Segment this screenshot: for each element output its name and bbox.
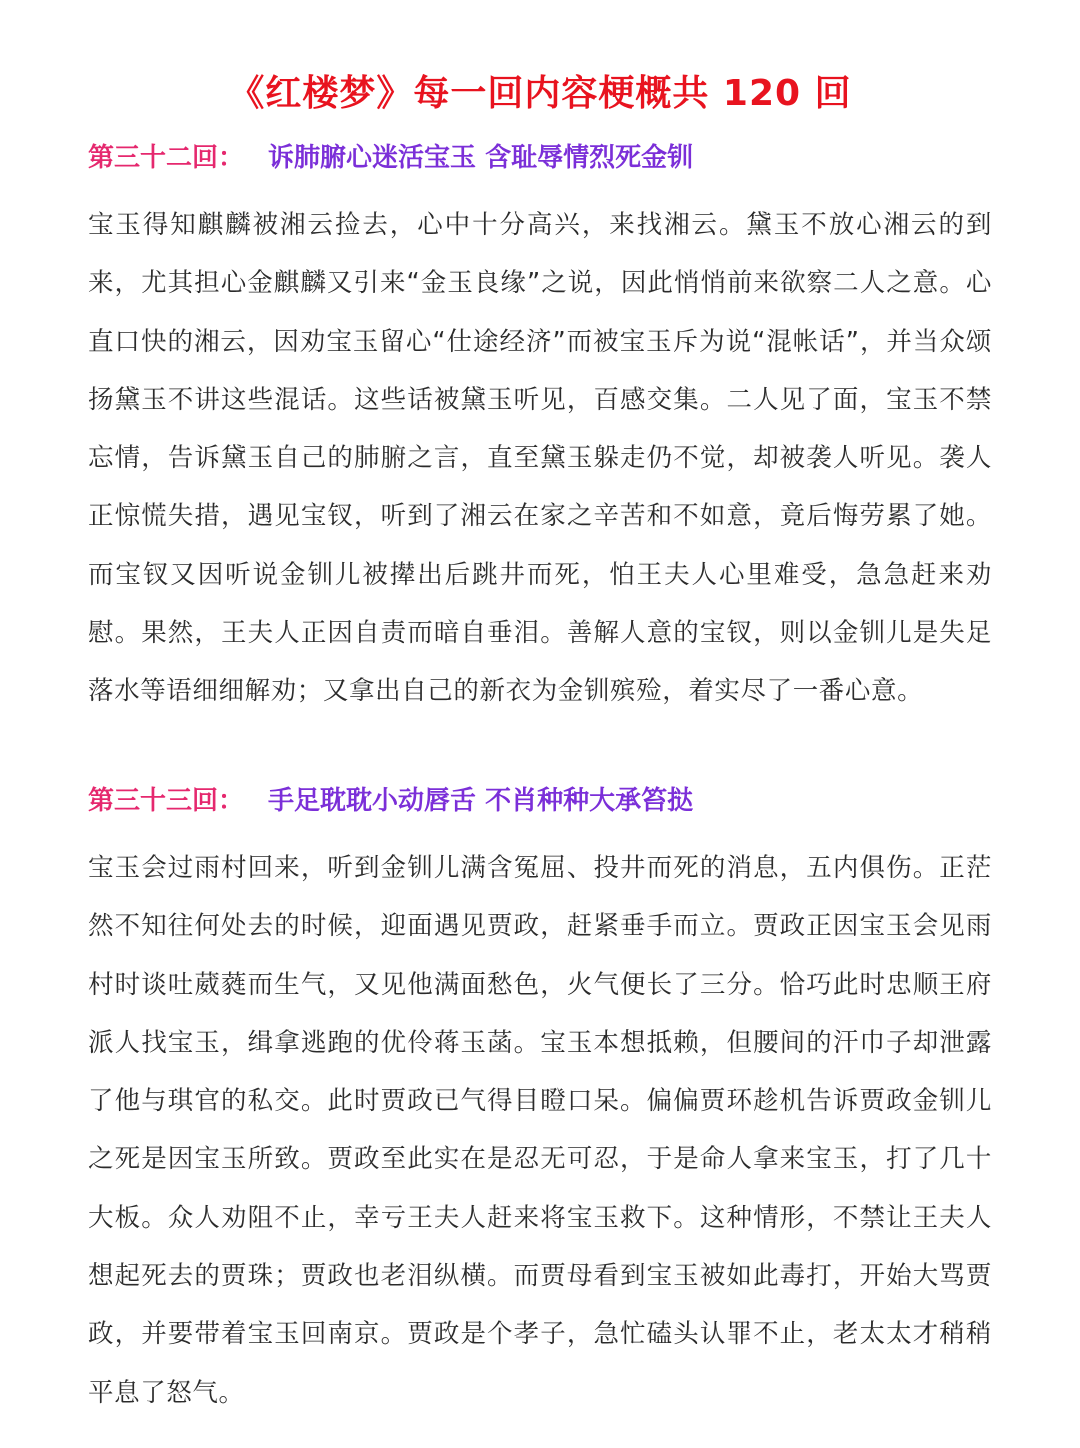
chapter-summary: 宝玉会过雨村回来，听到金钏儿满含冤屈、投井而死的消息，五内俱伤。正茫然不知往何处去的时候，迎面遇见贾政，赶紧垂手而立。贾政正因宝玉会见雨村时谈吐葳蕤而生气，又见他满面愁色，火气便长了三分。恰巧此时忠顺王府派人找宝玉，缉拿逃跑的优伶蒋玉菡。宝玉本想抵赖，但腰间的汗巾子却泄露了他与琪官的私交。此时贾政已气得目瞪口呆。偏偏贾环趁机告诉贾政金钏儿之死是因宝玉所致。贾政至此实在是忍无可忍，于是命人拿来宝玉，打了几十大板。众人劝阻不止，幸亏王夫人赶来将宝玉救下。这种情形，不禁让王夫人想起死去的贾珠；贾政也老泪纵横。而贾母看到宝玉被如此毒打，开始大骂贾政，并要带着宝玉回南京。贾政是个孝子，急忙磕头认罪不止，老太太才稍稍平息了怒气。 bbox=[88, 853, 992, 1408]
chapter-number: 第三十三回： bbox=[88, 786, 245, 816]
chapter-heading bbox=[88, 781, 992, 821]
chapter-section bbox=[88, 138, 992, 721]
chapter-summary: 宝玉得知麒麟被湘云捡去，心中十分高兴，来找湘云。黛玉不放心湘云的到来，尤其担心金麒麟又引来“金玉良缘”之说，因此悄悄前来欲察二人之意。心直口快的湘云，因劝宝玉留心“仕途经济”而被宝玉斥为说“混帐话”，并当众颂扬黛玉不讲这些混话。这些话被黛玉听见，百感交集。二人见了面，宝玉不禁忘情，告诉黛玉自己的肺腑之言，直至黛玉躲走仍不觉，却被袭人听见。袭人正惊慌失措，遇见宝钗，听到了湘云在家之辛苦和不如意，竟后悔劳累了她。而宝钗又因听说金钏儿被撵出后跳井而死，怕王夫人心里难受，急急赶来劝慰。果然，王夫人正因自责而暗自垂泪。善解人意的宝钗，则以金钏儿是失足落水等语细细解劝；又拿出自己的新衣为金钏殡殓，着实尽了一番心意。 bbox=[88, 210, 992, 707]
chapter-title: 手足耽耽小动唇舌 不肖种种大承笞挞 bbox=[268, 786, 694, 816]
chapter-heading bbox=[88, 138, 992, 178]
chapter-section bbox=[88, 781, 992, 1422]
page-title: 《红楼梦》每一回内容梗概共 120 回 bbox=[228, 73, 852, 115]
chapter-title: 诉肺腑心迷活宝玉 含耻辱情烈死金钏 bbox=[268, 143, 694, 173]
chapter-number: 第三十二回： bbox=[88, 143, 245, 173]
